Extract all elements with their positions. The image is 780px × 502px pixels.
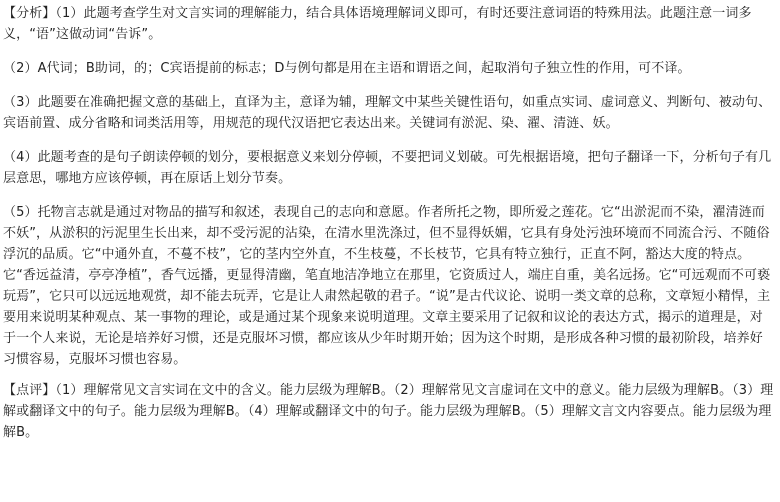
comment-paragraph: [3, 380, 774, 443]
comment-text: （1）理解常见文言实词在文中的含义。能力层级为理解B。（2）理解常见文言虚词在文中的意义。能力层级为理解B。（3）理解或翻译文中的句子。能力层级为理解B。（4）理解或翻译文中的句子。能力层级为理解B。（5）理解文言文内容要点。能力层级为理解B。: [3, 383, 774, 440]
comment-tag: 【点评】: [3, 383, 56, 398]
analysis-paragraph-2: （2）A代词；B助词，的；C宾语提前的标志；D与例句都是用在主语和谓语之间，起取消句子独立性的作用，可不译。: [3, 61, 691, 76]
analysis-text-1: （1）此题考查学生对文言实词的理解能力，结合具体语境理解词义即可，有时还要注意词语的特殊用法。此题注意一词多义，“语”这做动词“告诉”。: [3, 6, 752, 42]
analysis-paragraph-1: [3, 3, 774, 45]
analysis-paragraph-5: （5）托物言志就是通过对物品的描写和叙述，表现自己的志向和意愿。作者所托之物，即所爱之莲花。它“出淤泥而不染，濯清涟而不妖”，从淤积的污泥里生长出来，却不受污泥的沾染，在清水里洗涤过，但不显得妖媚，它具有身处污浊环境而不同流合污、不随俗浮沉的品质。它“中通外直，不蔓不枝”，它的茎内空外直，不生枝蔓，不长枝节，它具有特立独行，正直不阿，豁达大度的特点。它“香远益清，亭亭净植”，香气远播，更显得清幽，笔直地洁净地立在那里，它资质过人，端庄自重，美名远扬。它“可远观而不可亵玩焉”，它只可以远远地观赏，却不能去玩弄，它是让人肃然起敬的君子。“说”是古代议论、说明一类文章的总称，文章短小精悍，主要用来说明某种观点、某一事物的理论，或是通过某个现象来说明道理。文章主要采用了记叙和议论的表达方式，揭示的道理是，对于一个人来说，无论是培养好习惯，还是克服坏习惯，都应该从少年时期开始；因为这个时期，是形成各种习惯的最初阶段，培养好习惯容易，克服坏习惯也容易。: [3, 205, 771, 367]
analysis-tag: 【分析】: [3, 6, 56, 21]
analysis-paragraph-4: （4）此题考查的是句子朗读停顿的划分，要根据意义来划分停顿，不要把词义划破。可先根据语境，把句子翻译一下，分析句子有几层意思，哪地方应该停顿，再在原话上划分节奏。: [3, 150, 772, 186]
analysis-paragraph-3: （3）此题要在准确把握文意的基础上，直译为主，意译为辅，理解文中某些关键性语句，如重点实词、虚词意义、判断句、被动句、宾语前置、成分省略和词类活用等，用规范的现代汉语把它表达出来。关键词有淤泥、染、濯、清涟、妖。: [3, 95, 772, 131]
